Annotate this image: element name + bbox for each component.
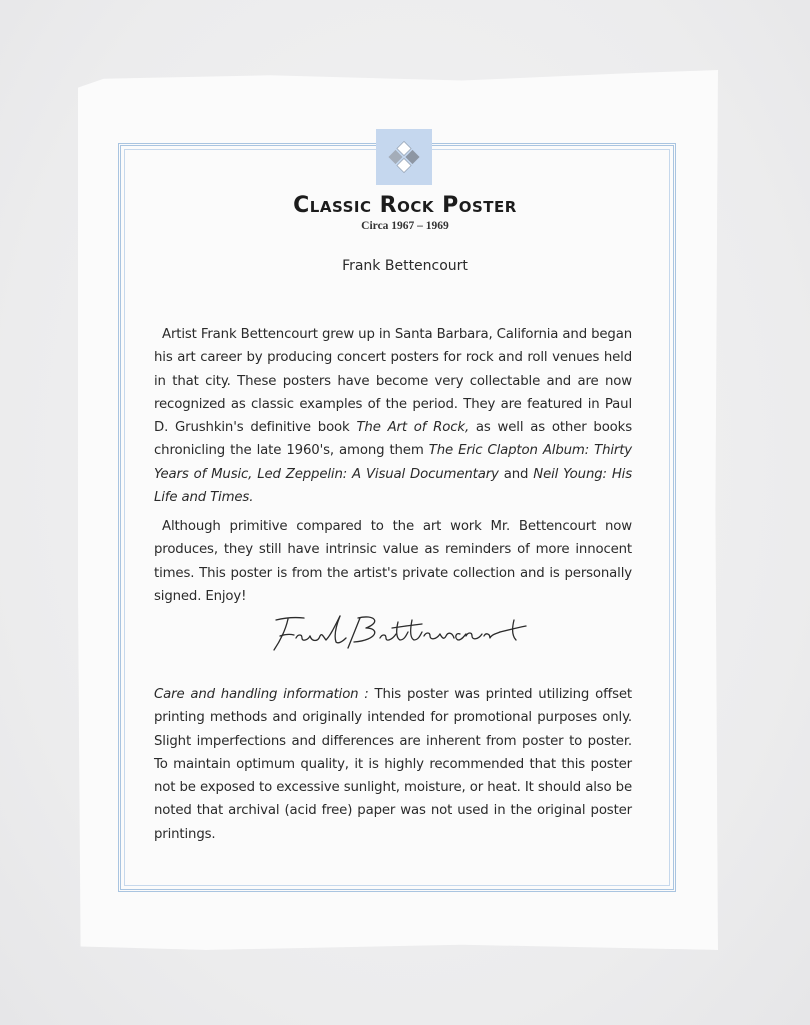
care-handling-paragraph bbox=[154, 683, 632, 846]
bio-text-b: as well as other books chronicling the late 1960's, among them bbox=[154, 420, 632, 459]
bio-text-c: and bbox=[498, 466, 534, 482]
book-title-clapton-zeppelin: The Eric Clapton Album: Thirty Years of Music, Led Zeppelin: A Visual Documentary bbox=[154, 443, 632, 482]
page-title: Classic Rock Poster bbox=[293, 193, 517, 218]
artist-signature bbox=[264, 608, 544, 658]
bio-text-a: Artist Frank Bettencourt grew up in Santa Barbara, California and began his art career by producing concert posters for rock and roll venues held in that city. These posters have become very collectable and are now recognized as classic examples of the period. They are featured in Paul D. Grushkin's definitive book bbox=[154, 327, 632, 436]
artist-name: Frank Bettencourt bbox=[342, 258, 468, 274]
value-paragraph: Although primitive compared to the art work Mr. Bettencourt now produces, they still have intrinsic value as reminders of more innocent times. This poster is from the artist's private collection and is personally signed. Enjoy! bbox=[154, 519, 632, 604]
book-title-art-of-rock: The Art of Rock, bbox=[356, 420, 470, 436]
date-subtitle: Circa 1967 – 1969 bbox=[361, 220, 449, 232]
care-text: This poster was printed utilizing offset printing methods and originally intended for promotional purposes only. Slight imperfections and differences are inherent from poster to poster. To maintain optimum quality, it is highly recommended that this poster not be exposed to excessive sunlight, moisture, or heat. It should also be noted that archival (acid free) paper was not used in the original poster printings. bbox=[154, 687, 632, 842]
diamond-logo-icon bbox=[376, 129, 432, 185]
biography-paragraph bbox=[154, 323, 632, 509]
care-label: Care and handling information : bbox=[154, 687, 369, 702]
book-title-neil-young: Neil Young: His Life and Times. bbox=[154, 466, 632, 506]
